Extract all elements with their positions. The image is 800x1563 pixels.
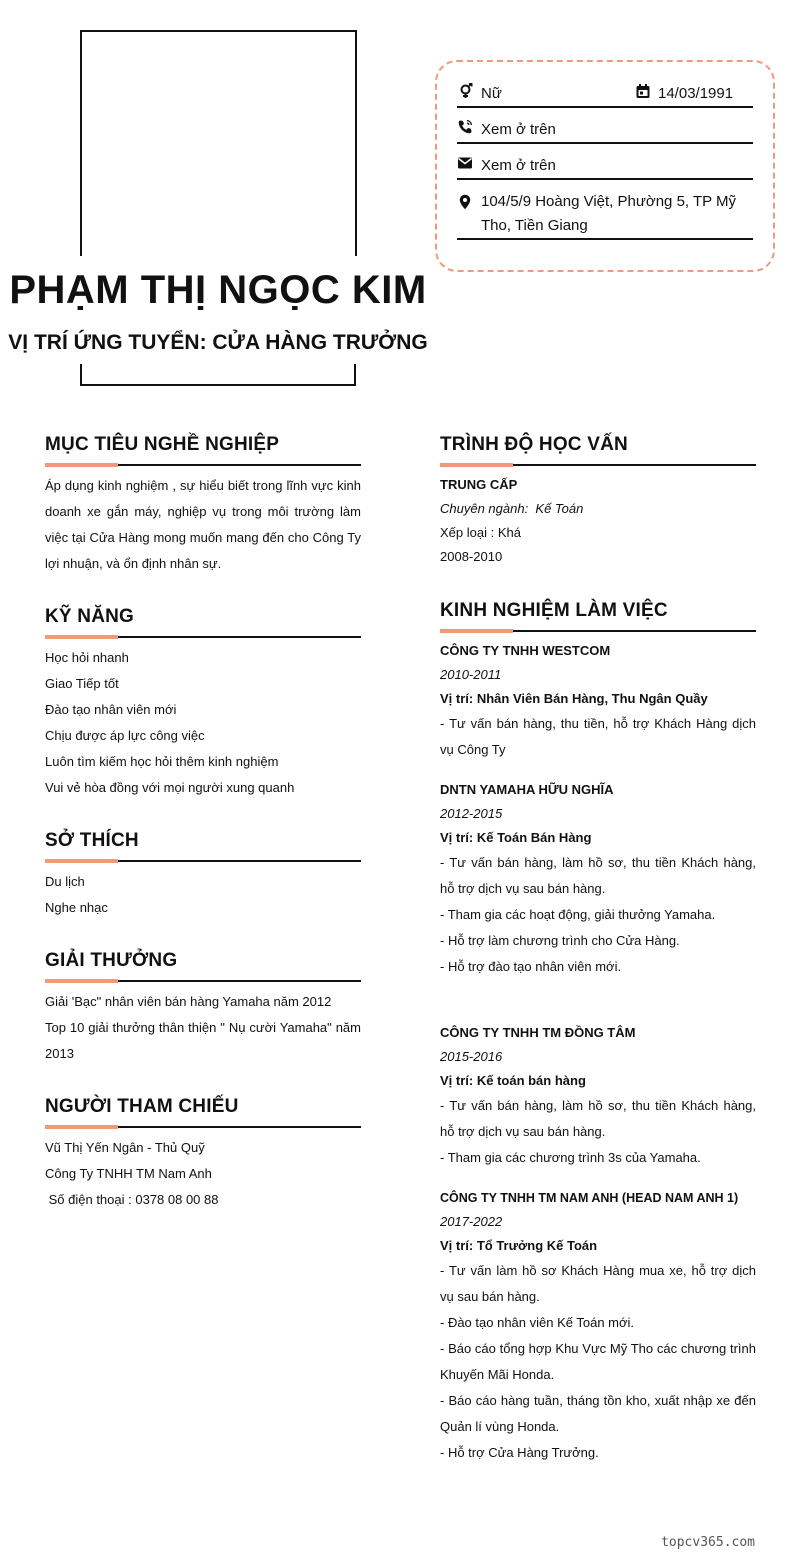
job-role: Vị trí: Kế Toán Bán Hàng — [440, 830, 592, 845]
job-duty: - Hỗ trợ đào tạo nhân viên mới. — [440, 959, 622, 974]
references-list — [45, 1135, 361, 1213]
location-icon — [457, 194, 473, 210]
contact-row-gender-dob — [457, 82, 753, 108]
section-accent — [45, 1125, 118, 1129]
email-value: Xem ở trên — [481, 157, 556, 174]
list-item: Đào tạo nhân viên mới — [45, 702, 177, 717]
section-title: MỤC TIÊU NGHỀ NGHIỆP — [45, 434, 280, 455]
job-duty: - Tư vấn bán hàng, làm hồ sơ, thu tiền Khách hàng, hỗ trợ dịch vụ sau bán hàng. — [440, 855, 756, 896]
section-accent — [440, 463, 513, 467]
contact-row-phone — [457, 118, 753, 144]
list-item: Giao Tiếp tốt — [45, 676, 119, 691]
site-watermark: topcv365.com — [661, 1535, 755, 1550]
gender-icon — [457, 83, 473, 99]
section-title: NGƯỜI THAM CHIẾU — [45, 1096, 239, 1117]
section-objective — [45, 433, 361, 465]
address-value: 104/5/9 Hoàng Việt, Phường 5, TP Mỹ Tho, Tiền Giang — [481, 193, 737, 234]
candidate-name: PHẠM THỊ NGỌC KIM — [9, 268, 427, 312]
applied-position: VỊ TRÍ ỨNG TUYỂN: CỬA HÀNG TRƯỞNG — [8, 331, 428, 354]
section-title: KỸ NĂNG — [45, 606, 135, 627]
job-duty: - Hỗ trợ Cửa Hàng Trưởng. — [440, 1445, 599, 1460]
hobbies-list — [45, 869, 361, 921]
job-company: CÔNG TY TNHH TM ĐỒNG TÂM — [440, 1025, 636, 1040]
section-title: SỞ THÍCH — [45, 830, 139, 851]
education-block — [440, 473, 756, 569]
section-accent — [45, 859, 118, 863]
skills-list — [45, 645, 361, 801]
education-level: TRUNG CẤP — [440, 477, 518, 492]
job-years: 2017-2022 — [440, 1214, 503, 1229]
section-accent — [440, 629, 513, 633]
job-years: 2010-2011 — [440, 667, 502, 682]
list-item: Vui vẻ hòa đồng với mọi người xung quanh — [45, 780, 295, 795]
gender-value: Nữ — [481, 85, 502, 102]
list-item: Top 10 giải thưởng thân thiện " Nụ cười Yamaha" năm 2013 — [45, 1020, 361, 1061]
section-accent — [45, 979, 118, 983]
section-title: TRÌNH ĐỘ HỌC VẤN — [440, 434, 628, 455]
job-role: Vị trí: Kế toán bán hàng — [440, 1073, 586, 1088]
section-title: KINH NGHIỆM LÀM VIỆC — [440, 600, 668, 621]
list-item: Số điện thoại : 0378 08 00 88 — [45, 1192, 219, 1207]
photo-frame — [80, 30, 357, 256]
job-duty: - Tư vấn làm hồ sơ Khách Hàng mua xe, hỗ trợ dịch vụ sau bán hàng. — [440, 1263, 756, 1304]
education-grade: Xếp loại : Khá — [440, 525, 521, 540]
job-duty: - Báo cáo hàng tuần, tháng tồn kho, xuất nhập xe đến Quản lí vùng Honda. — [440, 1393, 756, 1434]
section-references — [45, 1095, 361, 1127]
job-company: DNTN YAMAHA HỮU NGHĨA — [440, 782, 614, 797]
job-duty: - Tham gia các chương trình 3s của Yamaha. — [440, 1150, 701, 1165]
list-item: Luôn tìm kiếm học hỏi thêm kinh nghiệm — [45, 754, 279, 769]
job-company: CÔNG TY TNHH WESTCOM — [440, 643, 611, 658]
dob-value: 14/03/1991 — [658, 85, 734, 102]
job-duty: - Tư vấn bán hàng, làm hồ sơ, thu tiền Khách hàng, hỗ trợ dịch vụ sau bán hàng. — [440, 1098, 756, 1139]
list-item: Chịu được áp lực công việc — [45, 728, 205, 743]
section-hobbies — [45, 829, 361, 861]
awards-list — [45, 989, 361, 1067]
job-entry — [440, 1021, 756, 1171]
job-duty: - Báo cáo tổng hợp Khu Vực Mỹ Tho các chương trình Khuyến Mãi Honda. — [440, 1341, 756, 1382]
dob-field — [635, 82, 733, 106]
job-duty: - Tư vấn bán hàng, thu tiền, hỗ trợ Khách Hàng dịch vụ Công Ty — [440, 716, 756, 757]
objective-text: Áp dụng kinh nghiệm , sự hiểu biết trong lĩnh vực kinh doanh xe gắn máy, nghiệp vụ trong môi trường làm việc tại Cửa Hàng mong muốn mang đến cho Công Ty lợi nhuận, và ổn định nhân sự. — [45, 478, 361, 571]
job-entry — [440, 639, 756, 763]
list-item: Công Ty TNHH TM Nam Anh — [45, 1166, 212, 1181]
job-duty: - Tham gia các hoạt động, giải thưởng Yamaha. — [440, 907, 716, 922]
section-skills — [45, 605, 361, 637]
section-accent — [45, 463, 118, 467]
job-company: CÔNG TY TNHH TM NAM ANH (HEAD NAM ANH 1) — [440, 1191, 739, 1205]
job-role: Vị trí: Tổ Trưởng Kế Toán — [440, 1238, 598, 1253]
job-entry — [440, 778, 756, 980]
job-entry — [440, 1186, 756, 1466]
contact-row-email — [457, 154, 753, 180]
job-years: 2012-2015 — [440, 806, 503, 821]
job-duty: - Hỗ trợ làm chương trình cho Cửa Hàng. — [440, 933, 680, 948]
section-education — [440, 433, 756, 465]
job-years: 2015-2016 — [440, 1049, 503, 1064]
list-item: Vũ Thị Yến Ngân - Thủ Quỹ — [45, 1140, 205, 1155]
email-icon — [457, 155, 473, 171]
list-item: Du lịch — [45, 874, 85, 889]
calendar-icon — [635, 83, 651, 99]
phone-value: Xem ở trên — [481, 121, 556, 138]
section-awards — [45, 949, 361, 981]
list-item: Học hỏi nhanh — [45, 650, 129, 665]
education-years: 2008-2010 — [440, 549, 503, 564]
section-experience — [440, 599, 756, 631]
section-accent — [45, 635, 118, 639]
education-major: Chuyên ngành: Kế Toán — [440, 501, 584, 516]
section-title: GIẢI THƯỞNG — [45, 950, 178, 971]
photo-frame-bottom — [80, 364, 356, 386]
job-duty: - Đào tạo nhân viên Kế Toán mới. — [440, 1315, 635, 1330]
job-role: Vị trí: Nhân Viên Bán Hàng, Thu Ngân Quầy — [440, 691, 708, 706]
contact-row-address — [457, 190, 753, 240]
list-item: Nghe nhạc — [45, 900, 108, 915]
list-item: Giải 'Bạc" nhân viên bán hàng Yamaha năm 2012 — [45, 994, 332, 1009]
phone-icon — [457, 119, 473, 135]
